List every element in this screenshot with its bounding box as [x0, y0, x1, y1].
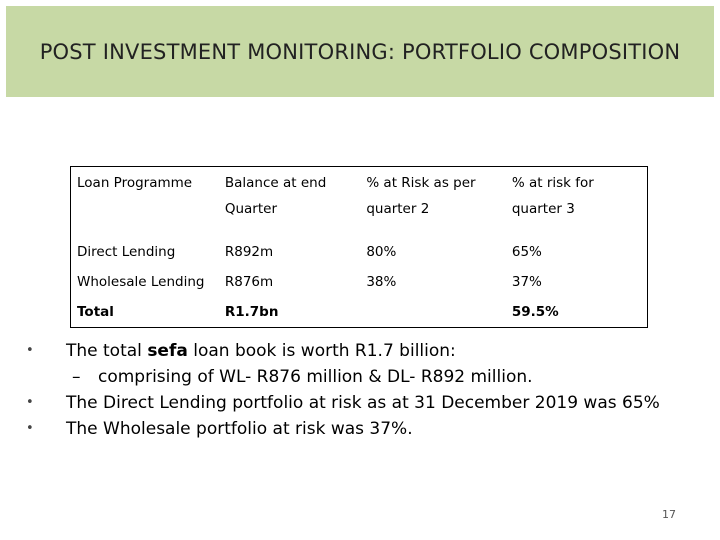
- bullet-dot-icon: •: [26, 395, 34, 410]
- bullet-1-text-end: loan book is worth R1.7 billion:: [187, 341, 456, 361]
- sub-bullet-item: [22, 364, 712, 390]
- sub-bullet-dash: –: [72, 367, 81, 387]
- cell-q3: 59.5%: [511, 304, 559, 320]
- table-row: [71, 237, 648, 267]
- title-banner: [6, 6, 714, 97]
- header-balance-line2: Quarter: [224, 201, 277, 217]
- bullet-item: [22, 390, 712, 416]
- bullet-list: [22, 338, 712, 442]
- header-q2-line2: quarter 2: [366, 201, 430, 217]
- header-cell-q3: [506, 167, 648, 238]
- cell-q2: 80%: [366, 244, 397, 260]
- cell-balance: R892m: [224, 244, 274, 260]
- bullet-item: [22, 416, 712, 442]
- sub-bullet-text: comprising of WL- R876 million & DL- R892 million.: [98, 367, 533, 387]
- cell-q2: [360, 297, 506, 328]
- header-q3-line2: quarter 3: [511, 201, 575, 217]
- header-cell-q2: [360, 167, 506, 238]
- page-number: 17: [662, 508, 676, 521]
- table-row: [71, 267, 648, 297]
- header-programme-line1: Loan Programme: [77, 175, 193, 191]
- bullet-3-text: The Wholesale portfolio at risk was 37%.: [66, 419, 413, 439]
- header-cell-balance: [219, 167, 360, 238]
- portfolio-table: [70, 166, 648, 328]
- table-header-row: [71, 167, 648, 238]
- cell-q3: 37%: [511, 274, 542, 290]
- bullet-dot-icon: •: [26, 421, 34, 436]
- bullet-2-text: The Direct Lending portfolio at risk as at 31 December 2019 was 65%: [66, 393, 660, 413]
- cell-q2: 38%: [366, 274, 397, 290]
- cell-q3: 65%: [511, 244, 542, 260]
- cell-balance: R876m: [224, 274, 274, 290]
- cell-programme: Direct Lending: [77, 244, 176, 260]
- bullet-item: [22, 338, 712, 364]
- cell-programme: Wholesale Lending: [77, 274, 205, 290]
- bullet-1-text-start: The total: [66, 341, 148, 361]
- header-q2-line1: % at Risk as per: [366, 175, 476, 191]
- table-total-row: [71, 297, 648, 328]
- cell-programme: Total: [77, 304, 114, 320]
- header-q3-line1: % at risk for: [511, 175, 594, 191]
- cell-balance: R1.7bn: [224, 304, 279, 320]
- header-balance-line1: Balance at end: [224, 175, 327, 191]
- page-title: POST INVESTMENT MONITORING: PORTFOLIO COMPOSITION: [39, 39, 681, 64]
- header-cell-programme: [71, 167, 219, 238]
- bullet-dot-icon: •: [26, 343, 34, 358]
- bullet-1-brand: sefa: [147, 341, 188, 361]
